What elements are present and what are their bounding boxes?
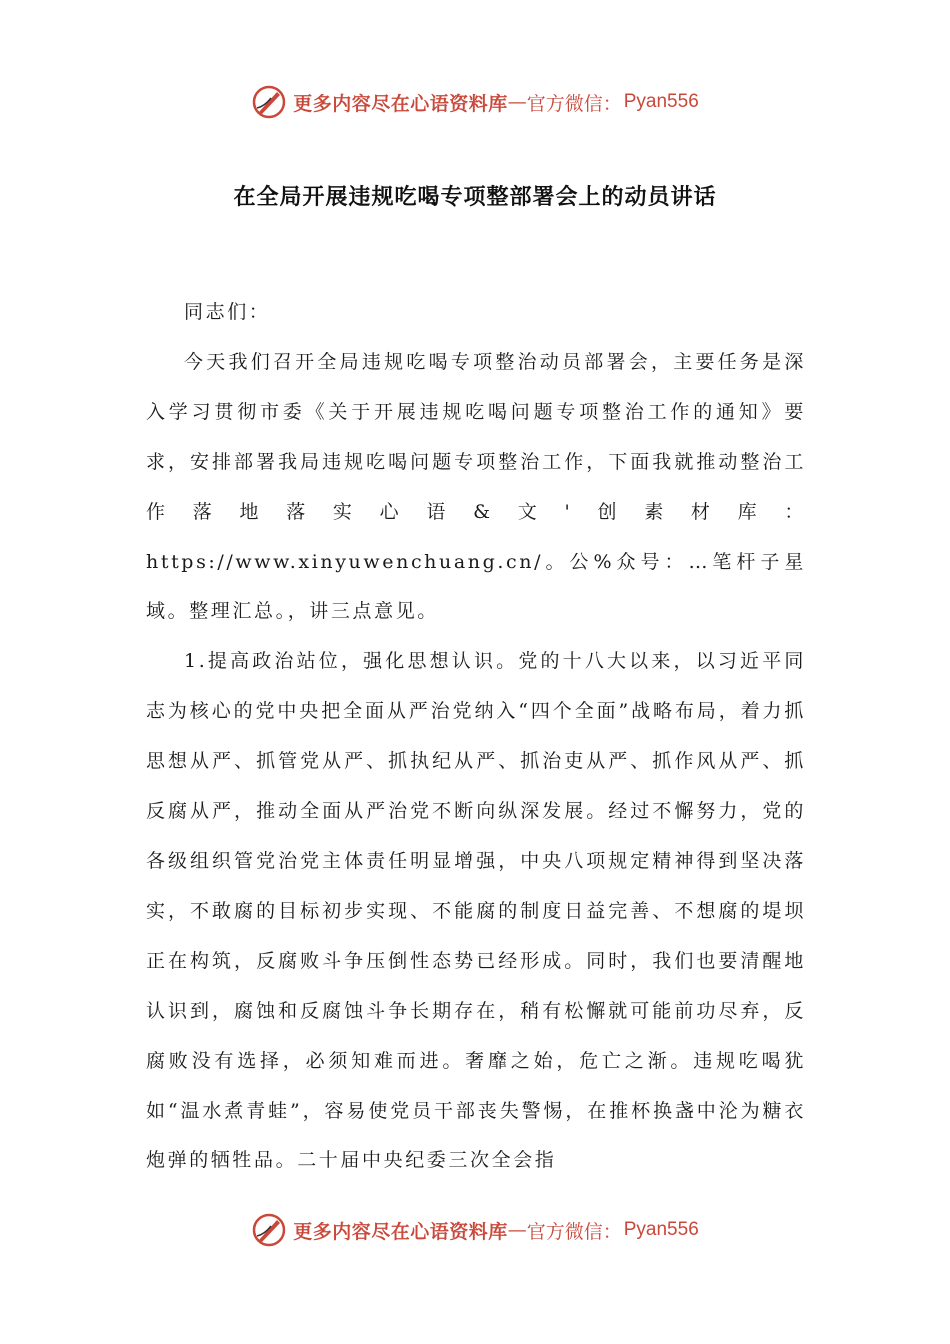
banner-dash: — — [507, 91, 527, 113]
banner-official-label: 官方微信： — [526, 1220, 622, 1243]
quill-logo-icon — [251, 1212, 287, 1248]
footer-banner — [0, 1210, 950, 1250]
banner-wechat-id: Pyan556 — [623, 91, 699, 112]
banner-text: 更多内容尽在心语资料库 — [293, 92, 508, 115]
header-banner — [0, 82, 950, 122]
document-body — [146, 288, 806, 1186]
banner-wechat-id: Pyan556 — [623, 1219, 699, 1240]
banner-dash: — — [507, 1219, 527, 1241]
paragraph-point-1: 1.提高政治站位，强化思想认识。党的十八大以来，以习近平同志为核心的党中央把全面从严治党纳入“四个全面”战略布局，着力抓思想从严、抓管党从严、抓执纪从严、抓治吏从严、抓作风从严、抓反腐从严，推动全面从严治党不断向纵深发展。经过不懈努力，党的各级组织管党治党主体责任明显增强，中央八项规定精神得到坚决落实，不敢腐的目标初步实现、不能腐的制度日益完善、不想腐的堤坝正在构筑，反腐败斗争压倒性态势已经形成。同时，我们也要清醒地认识到，腐蚀和反腐蚀斗争长期存在，稍有松懈就可能前功尽弃，反腐败没有选择，必须知难而进。奢靡之始，危亡之渐。违规吃喝犹如“温水煮青蛙”，容易使党员干部丧失警惕，在推杯换盏中沦为糖衣炮弹的牺牲品。二十届中央纪委三次全会指 — [146, 650, 806, 1172]
document-title: 在全局开展违规吃喝专项整部署会上的动员讲话 — [233, 184, 717, 210]
greeting: 同志们： — [184, 301, 271, 323]
banner-official-label: 官方微信： — [526, 92, 622, 115]
quill-logo-icon — [251, 84, 287, 120]
paragraph-intro: 今天我们召开全局违规吃喝专项整治动员部署会，主要任务是深入学习贯彻市委《关于开展违规吃喝问题专项整治工作的通知》要求，安排部署我局违规吃喝问题专项整治工作，下面我就推动整治工作落地落实心语&文'创素材库：https://www.xinyuwenchuang.cn/。公%众号：…笔杆子星域。整理汇总。，讲三点意见。 — [146, 350, 806, 623]
banner-text: 更多内容尽在心语资料库 — [293, 1220, 508, 1243]
